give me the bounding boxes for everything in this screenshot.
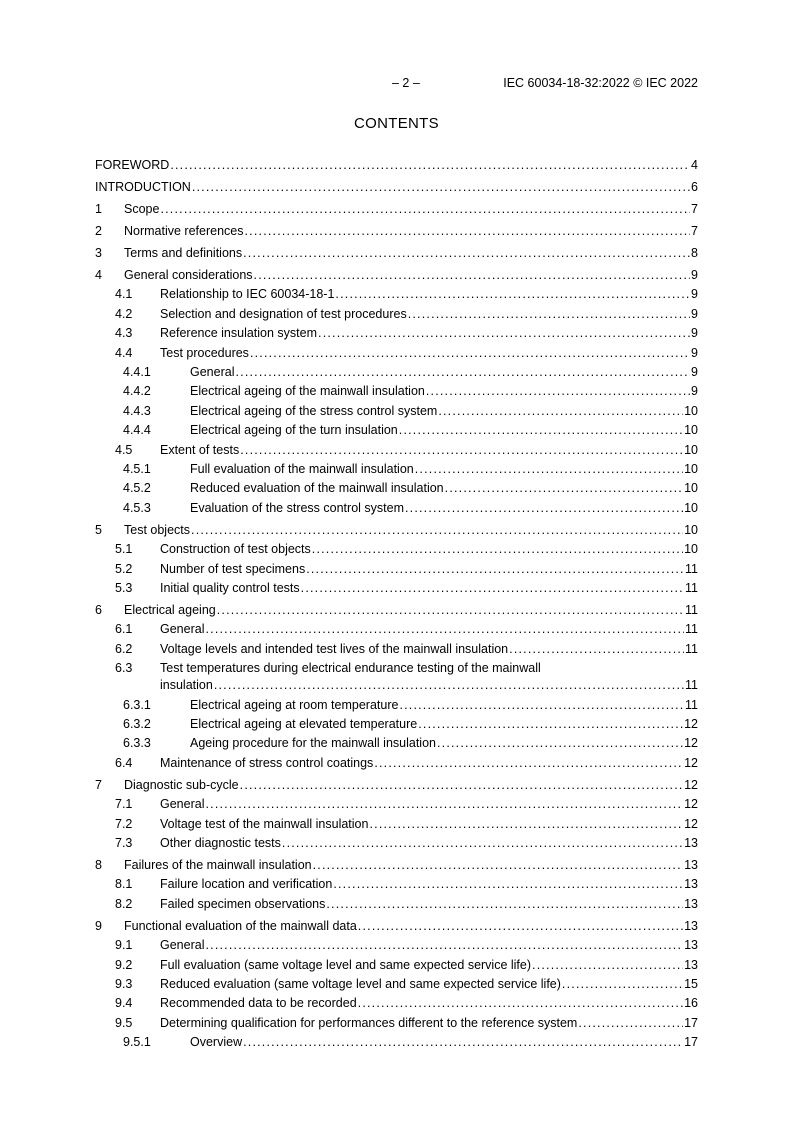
toc-entry-title: Normative references <box>124 224 244 238</box>
toc-entry-number: 4.2 <box>115 306 133 321</box>
dot-leader <box>191 522 683 539</box>
toc-entry-page: 17 <box>684 1035 698 1050</box>
toc-entry-page: 11 <box>685 641 698 656</box>
toc-entry-number: 6 <box>95 603 102 617</box>
toc-entry-number: 9.5.1 <box>123 1035 151 1050</box>
dot-leader <box>282 835 683 852</box>
toc-entry-number: 7 <box>95 777 102 792</box>
dot-leader <box>301 580 684 597</box>
dot-leader <box>374 755 683 772</box>
toc-entry-page: 13 <box>684 918 698 933</box>
toc-entry-number: 4.1 <box>115 287 133 302</box>
toc-entry-page: 13 <box>684 896 698 911</box>
toc-entry-page: 13 <box>684 938 698 953</box>
toc-entry-title: General <box>160 938 205 953</box>
toc-entry-page: 12 <box>684 777 698 792</box>
toc-entry-number: 3 <box>95 246 102 260</box>
toc-entry-title: Terms and definitions <box>124 246 243 260</box>
dot-leader <box>358 918 683 935</box>
toc-entry-page: 16 <box>684 996 698 1011</box>
toc-entry-number: 9 <box>95 918 102 933</box>
toc-entry-number: 4.5.2 <box>123 481 151 496</box>
toc-entry-number: 6.4 <box>115 755 133 770</box>
dot-leader <box>445 480 683 497</box>
toc-entry-page: 11 <box>685 622 698 637</box>
toc-entry-page: 7 <box>691 224 698 238</box>
toc-entry-title: FOREWORD <box>95 158 170 172</box>
toc-entry-number: 1 <box>95 202 102 216</box>
dot-leader <box>437 735 683 752</box>
toc-entry-title: Reference insulation system <box>160 326 318 341</box>
toc-entry-title: INTRODUCTION <box>95 180 191 194</box>
toc-entry-page: 4 <box>691 158 698 172</box>
toc-entry-title: Number of test specimens <box>160 561 306 576</box>
toc-entry-title: General <box>160 797 205 812</box>
toc-entry-title: Other diagnostic tests <box>160 836 281 850</box>
toc-entry-title: Recommended data to be recorded <box>160 996 357 1011</box>
toc-entry-title: Test objects <box>124 522 191 537</box>
toc-entry-page: 12 <box>684 736 698 751</box>
toc-entry-title: General <box>160 622 205 637</box>
dot-leader <box>438 403 683 420</box>
toc-entry-title: Voltage levels and intended test lives of the mainwall insulation <box>160 641 509 656</box>
toc-entry-number: 6.3 <box>115 661 133 676</box>
toc-entry-page: 10 <box>684 462 698 476</box>
toc-entry-title: Voltage test of the mainwall insulation <box>160 816 369 831</box>
toc-entry-page: 9 <box>691 268 698 282</box>
dot-leader <box>326 896 683 913</box>
dot-leader <box>170 157 690 174</box>
toc-entry-page: 12 <box>684 797 698 812</box>
toc-entry-title: Selection and designation of test procedures <box>160 306 407 321</box>
dot-leader <box>235 364 690 381</box>
toc-entry-number: 6.1 <box>115 622 133 637</box>
toc-entry-number: 6.3.2 <box>123 717 151 731</box>
toc-entry-number: 7.1 <box>115 797 133 812</box>
toc-entry-page: 10 <box>684 442 698 457</box>
toc-entry-title: Evaluation of the stress control system <box>190 500 404 515</box>
toc-entry-number: 7.3 <box>115 836 133 850</box>
dot-leader <box>408 306 690 323</box>
toc-entry-title: Ageing procedure for the mainwall insulation <box>190 736 436 751</box>
toc-entry-number: 4.5 <box>115 442 133 457</box>
dot-leader <box>532 957 683 974</box>
toc-entry-number: 6.3.1 <box>123 697 151 712</box>
toc-entry-number: 4.4 <box>115 345 133 360</box>
toc-entry-title: Reduced evaluation of the mainwall insulation <box>190 481 444 496</box>
toc-entry-page: 9 <box>691 384 698 399</box>
toc-entry-page: 9 <box>691 287 698 302</box>
toc-entry-title: General considerations <box>124 268 253 282</box>
toc-entry-page: 10 <box>684 481 698 496</box>
toc-entry-page: 13 <box>684 957 698 972</box>
dot-leader <box>426 383 690 400</box>
toc-entry-title: Failed specimen observations <box>160 896 326 911</box>
toc-entry-number: 4 <box>95 268 102 282</box>
page-title: CONTENTS <box>354 115 439 132</box>
dot-leader <box>333 876 683 893</box>
toc-entry-page: 17 <box>684 1015 698 1030</box>
toc-entry-page: 10 <box>684 542 698 557</box>
dot-leader <box>509 641 684 658</box>
toc-entry-title: Electrical ageing <box>124 603 216 617</box>
toc-entry-page: 10 <box>684 403 698 418</box>
dot-leader <box>205 796 683 813</box>
dot-leader <box>205 621 684 638</box>
toc-entry-number: 5.2 <box>115 561 133 576</box>
toc-entry-number: 4.3 <box>115 326 133 341</box>
toc-entry-number: 6.3.3 <box>123 736 151 751</box>
dot-leader <box>562 976 683 993</box>
toc-entry-number: 8.2 <box>115 896 133 911</box>
toc-entry-title: Electrical ageing of the stress control system <box>190 403 438 418</box>
toc-entry-title: Full evaluation of the mainwall insulation <box>190 462 414 476</box>
toc-entry-title: Test temperatures during electrical endurance testing of the mainwall <box>160 661 541 676</box>
toc-entry-page: 8 <box>691 246 698 260</box>
toc-entry-number: 5 <box>95 522 102 537</box>
toc-entry-title: Diagnostic sub-cycle <box>124 777 239 792</box>
toc-entry-page: 9 <box>691 306 698 321</box>
dot-leader <box>205 937 683 954</box>
dot-leader <box>217 602 684 619</box>
toc-entry-title: Full evaluation (same voltage level and same expected service life) <box>160 957 532 972</box>
dot-leader <box>358 995 683 1012</box>
toc-entry-title: Extent of tests <box>160 442 240 457</box>
dot-leader <box>243 245 690 262</box>
toc-entry-number: 2 <box>95 224 102 238</box>
dot-leader <box>240 777 683 794</box>
toc-entry-page: 12 <box>684 755 698 770</box>
toc-entry-title: Scope <box>124 202 160 216</box>
toc-entry-number: 4.5.3 <box>123 500 151 515</box>
toc-entry-title: Determining qualification for performances different to the reference system <box>160 1015 578 1030</box>
toc-entry-title: Functional evaluation of the mainwall data <box>124 918 357 933</box>
dot-leader <box>240 442 683 459</box>
dot-leader <box>214 677 684 694</box>
toc-entry-number: 4.4.2 <box>123 384 151 399</box>
standard-reference: IEC 60034-18-32:2022 © IEC 2022 <box>503 76 698 90</box>
dot-leader <box>335 286 690 303</box>
dot-leader <box>318 325 690 342</box>
dot-leader <box>369 816 683 833</box>
toc-entry-number: 4.5.1 <box>123 462 151 476</box>
toc-entry-title: Failure location and verification <box>160 877 333 892</box>
toc-entry-page: 15 <box>684 977 698 991</box>
toc-entry-page: 9 <box>691 365 698 379</box>
dot-leader <box>306 561 684 578</box>
toc-entry-page: 10 <box>684 522 698 537</box>
toc-entry-page: 12 <box>684 816 698 831</box>
dot-leader <box>250 345 690 362</box>
dot-leader <box>418 716 683 733</box>
toc-entry-title: Electrical ageing at elevated temperature <box>190 717 418 731</box>
toc-entry-page: 10 <box>684 423 698 438</box>
dot-leader <box>192 179 690 196</box>
toc-entry-title-continuation: insulation <box>160 678 213 693</box>
dot-leader <box>313 857 684 874</box>
dot-leader <box>254 267 691 284</box>
toc-entry-title: Construction of test objects <box>160 542 311 557</box>
toc-entry-number: 7.2 <box>115 816 133 831</box>
dot-leader <box>578 1015 683 1032</box>
toc-entry-number: 9.2 <box>115 957 133 972</box>
toc-entry-number: 5.1 <box>115 542 133 557</box>
toc-entry-number: 4.4.4 <box>123 423 151 438</box>
toc-entry-page: 10 <box>684 500 698 515</box>
toc-entry-page: 11 <box>685 697 698 712</box>
toc-entry-page: 11 <box>685 678 698 693</box>
page-number: – 2 – <box>392 76 420 90</box>
toc-entry-number: 9.5 <box>115 1015 133 1030</box>
toc-entry-number: 9.1 <box>115 938 133 953</box>
toc-entry-number: 9.4 <box>115 996 133 1011</box>
toc-entry-title: Electrical ageing of the mainwall insulation <box>190 384 425 399</box>
dot-leader <box>160 201 690 218</box>
toc-entry-page: 13 <box>684 836 698 850</box>
toc-entry-page: 9 <box>691 345 698 360</box>
toc-entry-title: Relationship to IEC 60034-18-1 <box>160 287 335 302</box>
toc-entry-title: Test procedures <box>160 345 249 360</box>
dot-leader <box>312 541 683 558</box>
page-header <box>95 76 698 92</box>
toc-entry-number: 9.3 <box>115 977 133 991</box>
dot-leader <box>415 461 683 478</box>
dot-leader <box>405 500 683 517</box>
dot-leader <box>399 422 683 439</box>
toc-entry-title: Electrical ageing at room temperature <box>190 697 399 712</box>
toc-entry-page: 7 <box>691 202 698 216</box>
toc-entry-number: 8.1 <box>115 877 133 892</box>
toc-entry-page: 13 <box>684 858 698 872</box>
dot-leader <box>399 697 684 714</box>
toc-entry-page: 11 <box>685 603 698 617</box>
toc-entry-title: Failures of the mainwall insulation <box>124 858 312 872</box>
toc-entry-page: 6 <box>691 180 698 194</box>
toc-entry-title: Reduced evaluation (same voltage level and same expected service life) <box>160 977 561 991</box>
toc-entry-page: 11 <box>685 561 698 576</box>
toc-entry-title: Initial quality control tests <box>160 581 300 595</box>
toc-entry-title: Electrical ageing of the turn insulation <box>190 423 398 438</box>
toc-entry-number: 8 <box>95 858 102 872</box>
toc-entry-title: Maintenance of stress control coatings <box>160 755 374 770</box>
toc-entry-page: 13 <box>684 877 698 892</box>
toc-entry-title: General <box>190 365 235 379</box>
dot-leader <box>245 223 691 240</box>
toc-entry-number: 4.4.3 <box>123 403 151 418</box>
toc-entry-number: 5.3 <box>115 581 133 595</box>
dot-leader <box>243 1034 683 1051</box>
toc-entry-number: 4.4.1 <box>123 365 151 379</box>
toc-entry-page: 9 <box>691 326 698 341</box>
toc-entry-number: 6.2 <box>115 641 133 656</box>
toc-entry-title: Overview <box>190 1035 243 1050</box>
toc-entry-page: 11 <box>685 581 698 595</box>
toc-entry-page: 12 <box>684 717 698 731</box>
